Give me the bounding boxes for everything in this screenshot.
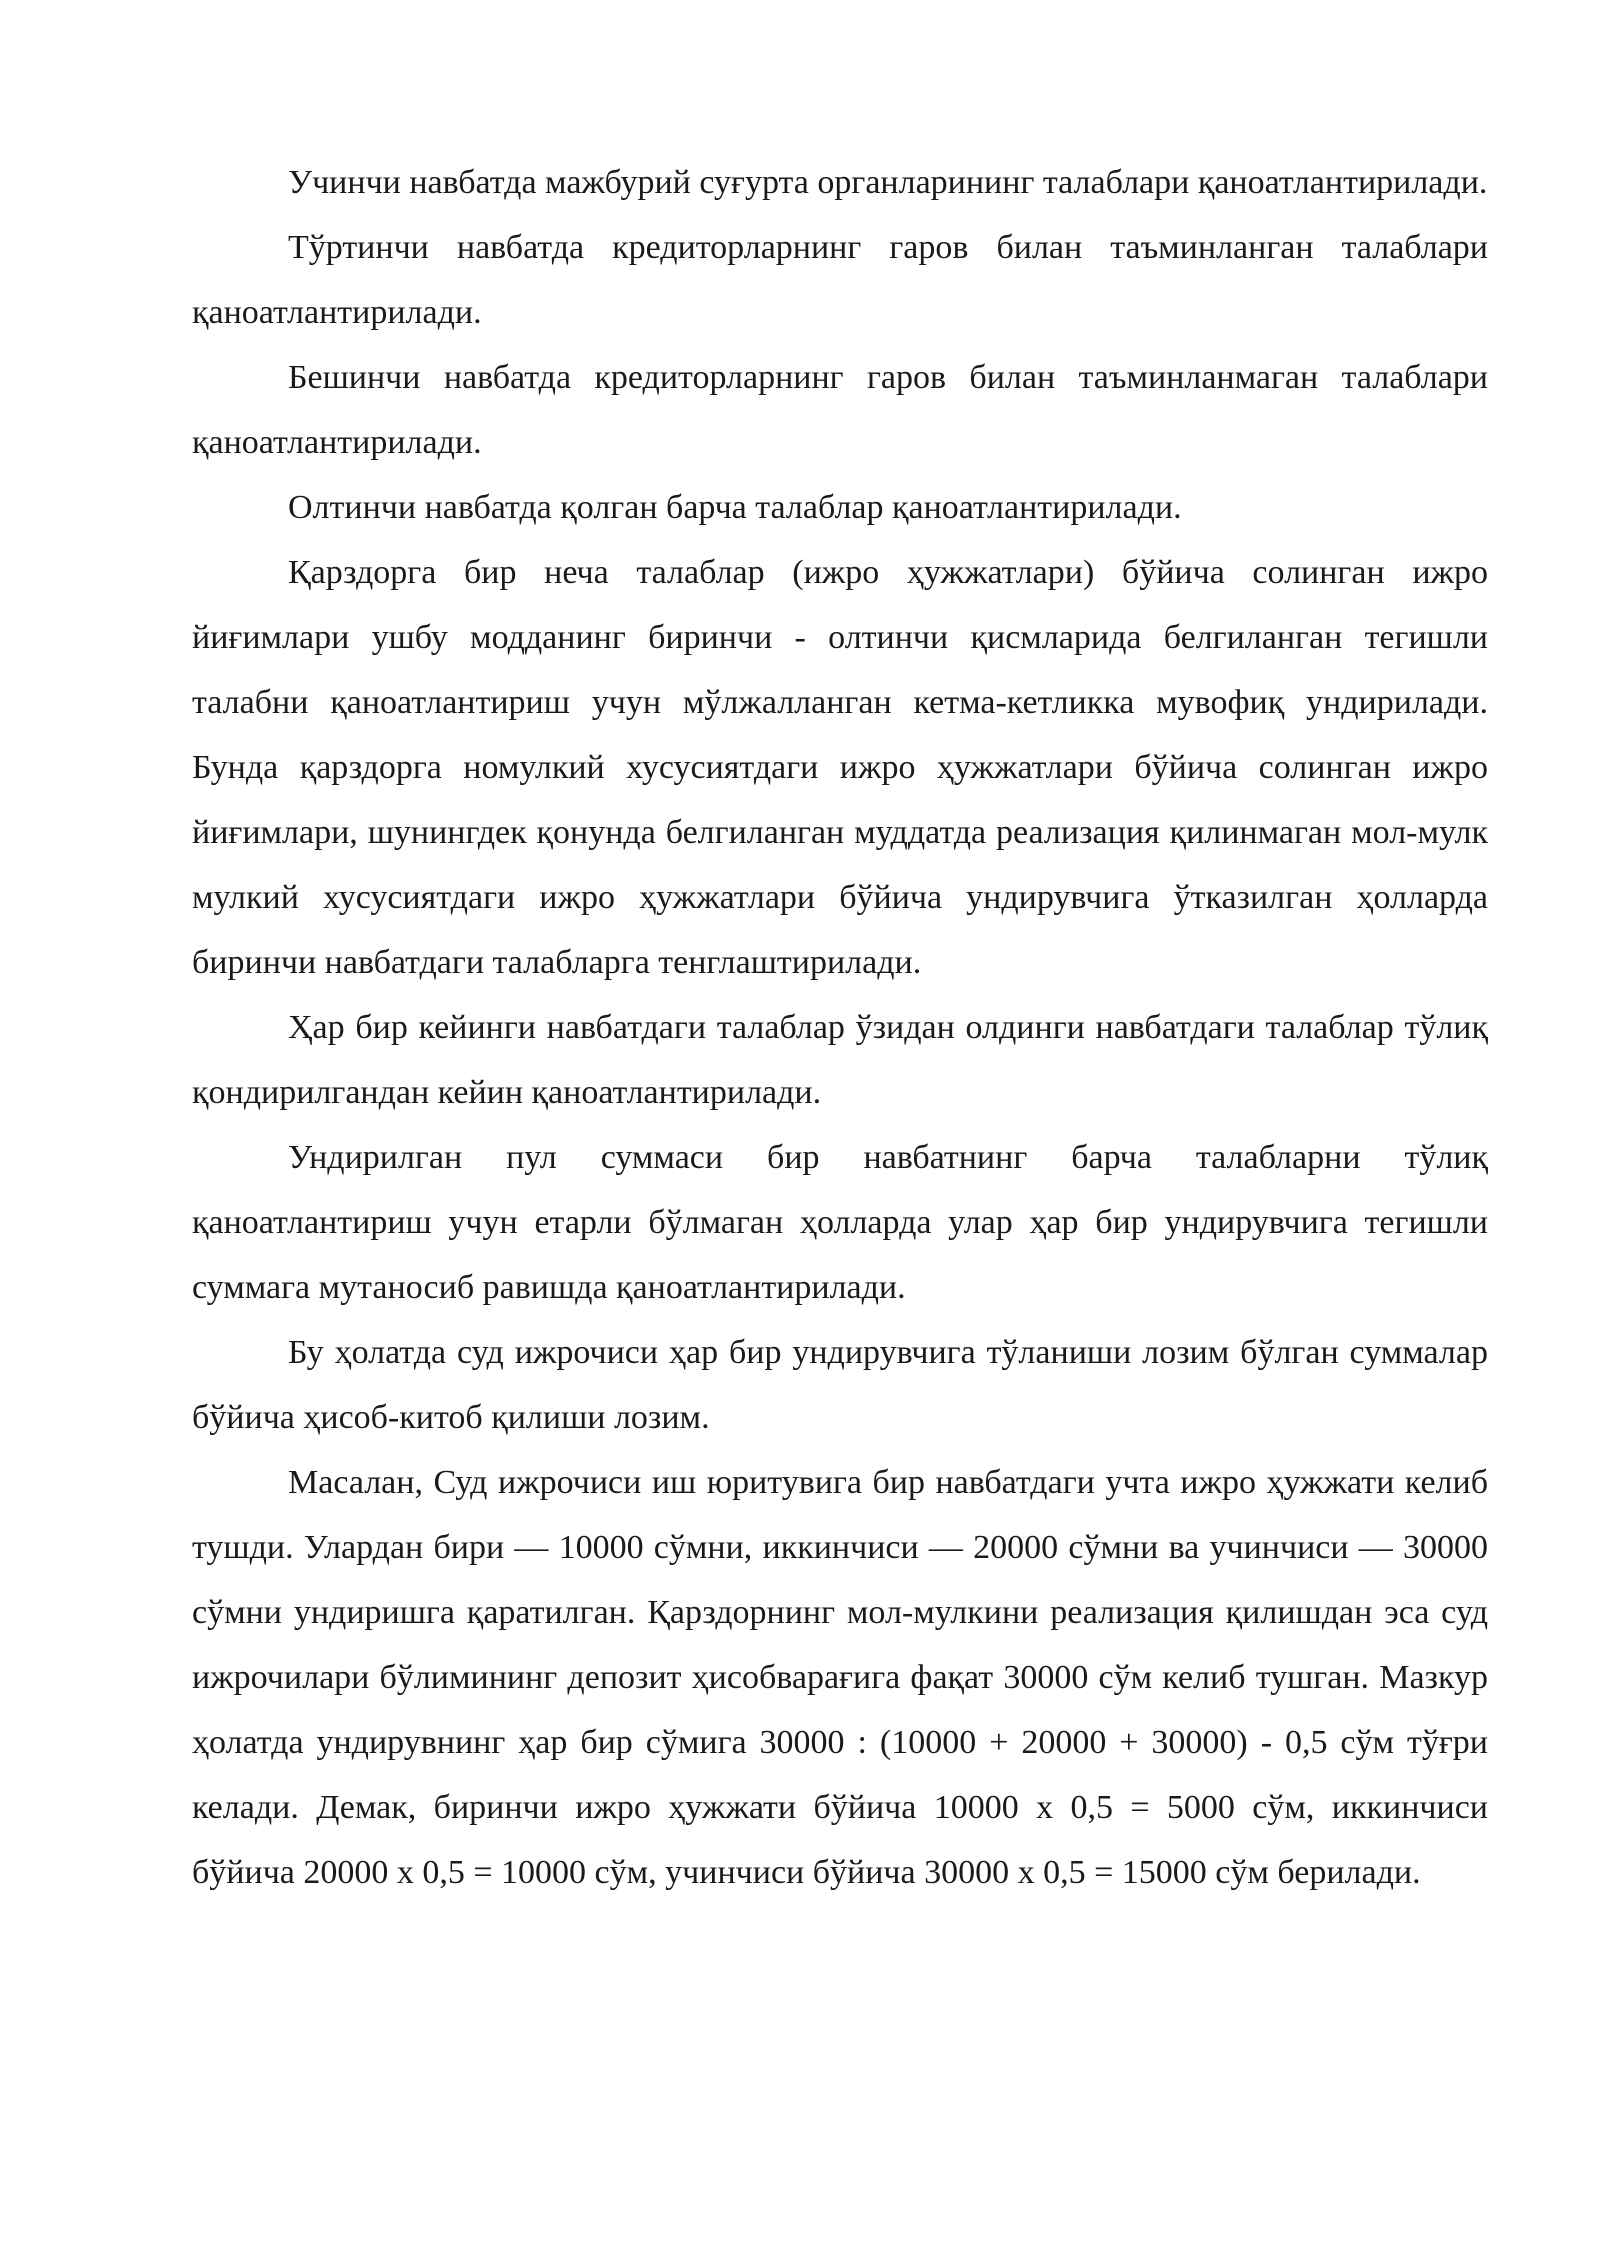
paragraph: Бу ҳолатда суд ижрочиси ҳар бир ундирувчига тўланиши лозим бўлган суммалар бўйича ҳисоб-китоб қилиши лозим. <box>192 1334 1488 1436</box>
paragraph: Учинчи навбатда мажбурий суғурта органларининг талаблари қаноатлантирилади. <box>288 164 1488 201</box>
document-page <box>192 150 1488 1905</box>
paragraph: Қарздорга бир неча талаблар (ижро ҳужжатлари) бўйича солинган ижро йиғимлари ушбу модданинг биринчи - олтинчи қисмларида белгиланган тегишли талабни қаноатлантириш учун мўлжалланган кетма-кетликка мувофиқ ундирилади. Бунда қарздорга номулкий хусусиятдаги ижро ҳужжатлари бўйича солинган ижро йиғимлари, шунингдек қонунда белгиланган муддатда реализация қилинмаган мол-мулк мулкий хусусиятдаги ижро ҳужжатлари бўйича ундирувчига ўтказилган ҳолларда биринчи навбатдаги талабларга тенглаштирилади. <box>192 554 1488 981</box>
paragraph: Тўртинчи навбатда кредиторларнинг гаров билан таъминланган талаблари қаноатлантирилади. <box>192 229 1488 331</box>
paragraph: Масалан, Суд ижрочиси иш юритувига бир навбатдаги учта ижро ҳужжати келиб тушди. Улардан бири — 10000 сўмни, иккинчиси — 20000 сўмни ва учинчиси — 30000 сўмни ундиришга қаратилган. Қарздорнинг мол-мулкини реализация қилишдан эса суд ижрочилари бўлимининг депозит ҳисобварағига фақат 30000 сўм келиб тушган. Мазкур ҳолатда ундирувнинг ҳар бир сўмига 30000 : (10000 + 20000 + 30000) - 0,5 сўм тўғри келади. Демак, биринчи ижро ҳужжати бўйича 10000 х 0,5 = 5000 сўм, иккинчиси бўйича 20000 х 0,5 = 10000 сўм, учинчиси бўйича 30000 х 0,5 = 15000 сўм берилади. <box>192 1464 1488 1891</box>
paragraph: Олтинчи навбатда қолган барча талаблар қаноатлантирилади. <box>288 489 1182 526</box>
paragraph: Ҳар бир кейинги навбатдаги талаблар ўзидан олдинги навбатдаги талаблар тўлиқ қондирилгандан кейин қаноатлантирилади. <box>192 1009 1488 1111</box>
paragraph: Бешинчи навбатда кредиторларнинг гаров билан таъминланмаган талаблари қаноатлантирилади. <box>192 359 1488 461</box>
paragraph: Ундирилган пул суммаси бир навбатнинг барча талабларни тўлиқ қаноатлантириш учун етарли бўлмаган ҳолларда улар ҳар бир ундирувчига тегишли суммага мутаносиб равишда қаноатлантирилади. <box>192 1139 1488 1306</box>
